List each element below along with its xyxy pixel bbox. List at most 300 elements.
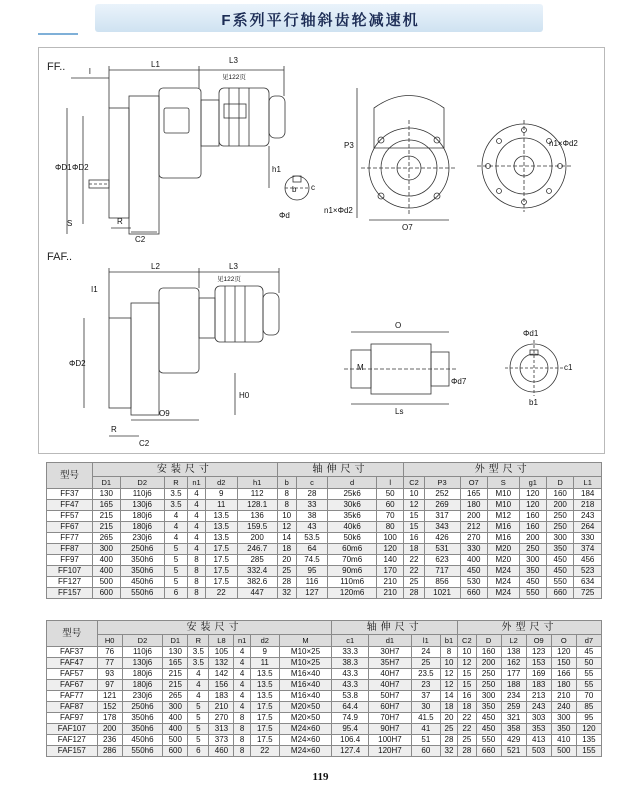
table-cell: 18: [440, 702, 457, 713]
column-header: D: [476, 635, 501, 647]
table-cell: 400: [163, 713, 188, 724]
table-row: [47, 702, 602, 713]
table-cell: 18: [458, 702, 476, 713]
table-cell: 550h6: [122, 746, 163, 757]
table-row: [47, 500, 602, 511]
table-cell: 177: [501, 669, 526, 680]
table-cell: 521: [501, 746, 526, 757]
table-cell: 180j6: [120, 522, 164, 533]
column-header: h1: [237, 477, 277, 489]
model-cell: FAF107: [47, 724, 98, 735]
page-number: 119: [312, 771, 329, 783]
table-cell: 17.5: [250, 702, 279, 713]
table-cell: 350: [519, 566, 546, 577]
table-cell: 24: [411, 647, 440, 658]
table-cell: 450: [476, 724, 501, 735]
table-cell: 12: [458, 658, 476, 669]
table-cell: M16×40: [279, 669, 332, 680]
table-cell: 500: [551, 746, 576, 757]
table-cell: 250: [547, 511, 574, 522]
label-d1: Φd1: [523, 329, 539, 338]
table-cell: 623: [424, 555, 460, 566]
label-see-page: 见122页: [222, 74, 246, 81]
table-row: [47, 691, 602, 702]
table-cell: 8: [188, 577, 206, 588]
table-cell: 160: [519, 522, 546, 533]
model-cell: FAF77: [47, 691, 98, 702]
table-cell: 160: [476, 647, 501, 658]
table-cell: 180: [551, 680, 576, 691]
column-header: d1: [369, 635, 412, 647]
table-cell: 100: [376, 533, 403, 544]
table-row: [47, 577, 602, 588]
table-cell: 4: [234, 702, 250, 713]
table-cell: 60H7: [369, 702, 412, 713]
table-cell: 250: [547, 522, 574, 533]
column-header: C2: [404, 477, 424, 489]
table-cell: 4: [164, 511, 187, 522]
table-cell: 4: [234, 647, 250, 658]
table-cell: 330: [574, 533, 602, 544]
table-cell: 162: [501, 658, 526, 669]
column-header: D2: [120, 477, 164, 489]
table-cell: M10: [487, 500, 519, 511]
table-cell: 660: [547, 588, 574, 599]
table-cell: 120H7: [369, 746, 412, 757]
table-cell: 286: [97, 746, 122, 757]
label-R: R: [117, 217, 123, 226]
column-header: C2: [458, 635, 476, 647]
table-cell: 5: [188, 724, 209, 735]
column-header: D1: [163, 635, 188, 647]
table-cell: 123: [526, 647, 551, 658]
label-b1: b1: [529, 398, 538, 407]
table-cell: 140: [376, 555, 403, 566]
table-cell: 4: [234, 658, 250, 669]
label-Ls: Ls: [395, 407, 404, 416]
table-cell: 3.5: [164, 500, 187, 511]
table-cell: M20: [487, 555, 519, 566]
column-header: g1: [519, 477, 546, 489]
table-cell: 4: [234, 669, 250, 680]
table-cell: 243: [574, 511, 602, 522]
table-cell: 12: [440, 680, 457, 691]
column-header: L2: [501, 635, 526, 647]
table-cell: 74.5: [296, 555, 328, 566]
table-cell: 5: [188, 735, 209, 746]
table-cell: 64: [296, 544, 328, 555]
table-cell: 40H7: [369, 669, 412, 680]
label-O7: O7: [402, 223, 413, 232]
table-cell: 447: [237, 588, 277, 599]
table-cell: 55: [576, 669, 601, 680]
table-cell: 70m6: [328, 555, 377, 566]
table-cell: 55: [576, 680, 601, 691]
table-cell: 450: [547, 566, 574, 577]
table-cell: 660: [476, 746, 501, 757]
table-cell: 300: [93, 544, 120, 555]
table-cell: 180j6: [122, 669, 163, 680]
table-cell: 10: [277, 511, 296, 522]
table-cell: 38.3: [332, 658, 369, 669]
table-cell: 11: [205, 500, 237, 511]
label-b: b: [292, 185, 297, 194]
table-cell: 350h6: [122, 724, 163, 735]
table-cell: 17.5: [250, 735, 279, 746]
table-cell: 105: [209, 647, 234, 658]
column-header: c: [296, 477, 328, 489]
label-h1: h1: [272, 165, 281, 174]
label-O: O: [395, 321, 402, 330]
table-cell: 717: [424, 566, 460, 577]
table-cell: 130j6: [122, 658, 163, 669]
table-cell: 155: [576, 746, 601, 757]
table-cell: 317: [424, 511, 460, 522]
table-cell: 350h6: [120, 566, 164, 577]
ff-shaft-section: [285, 176, 309, 200]
table-cell: 95.4: [332, 724, 369, 735]
table-cell: 15: [458, 680, 476, 691]
column-header: H0: [97, 635, 122, 647]
table-cell: 5: [164, 566, 187, 577]
table-cell: 18: [404, 544, 424, 555]
table-cell: 12: [404, 500, 424, 511]
table-cell: 80: [376, 522, 403, 533]
table-cell: 660: [460, 588, 487, 599]
table-cell: 330: [460, 544, 487, 555]
model-cell: FF67: [47, 522, 93, 533]
table-cell: 170: [376, 566, 403, 577]
table-cell: 25: [458, 735, 476, 746]
faf-dimension-table: [46, 620, 602, 757]
table-cell: 10: [440, 658, 457, 669]
table-row: [47, 555, 602, 566]
label-S: S: [67, 219, 73, 228]
table-cell: M16×40: [279, 680, 332, 691]
table-cell: 32: [277, 588, 296, 599]
label-I1: I1: [91, 285, 98, 294]
table-cell: 138: [501, 647, 526, 658]
column-header: D2: [122, 635, 163, 647]
table-cell: 413: [526, 735, 551, 746]
table-cell: 230j6: [120, 533, 164, 544]
table-cell: 550: [547, 577, 574, 588]
table-cell: 110j6: [122, 647, 163, 658]
group-shaft: 轴伸尺寸: [277, 463, 404, 477]
table-cell: 550: [476, 735, 501, 746]
table-cell: 300: [551, 713, 576, 724]
table-cell: 120: [519, 500, 546, 511]
table-row: [47, 566, 602, 577]
table-cell: 17.5: [205, 566, 237, 577]
table-cell: 13.5: [250, 680, 279, 691]
table-cell: 128.1: [237, 500, 277, 511]
table-cell: 11: [250, 658, 279, 669]
table-cell: 90H7: [369, 724, 412, 735]
table-cell: 28: [277, 577, 296, 588]
table-cell: 13.5: [205, 522, 237, 533]
table-cell: M24×60: [279, 724, 332, 735]
table-cell: 321: [501, 713, 526, 724]
table-cell: 135: [576, 735, 601, 746]
table-cell: 77: [97, 658, 122, 669]
table-cell: 426: [424, 533, 460, 544]
table-cell: 400: [93, 555, 120, 566]
table-cell: 160: [547, 489, 574, 500]
table-cell: 112: [237, 489, 277, 500]
table-cell: 343: [424, 522, 460, 533]
table-cell: 358: [501, 724, 526, 735]
table-cell: 6: [164, 588, 187, 599]
table-cell: 14: [440, 691, 457, 702]
table-cell: 40k6: [328, 522, 377, 533]
column-header: S: [487, 477, 519, 489]
table-cell: 17.5: [250, 713, 279, 724]
table-row: [47, 544, 602, 555]
table-cell: 4: [188, 522, 206, 533]
header-accent-line: [38, 33, 78, 35]
table-cell: 33: [296, 500, 328, 511]
table-cell: 8: [277, 489, 296, 500]
table-cell: M16×40: [279, 691, 332, 702]
table-cell: 95: [296, 566, 328, 577]
table-cell: M24×60: [279, 735, 332, 746]
model-cell: FAF127: [47, 735, 98, 746]
table-cell: 130j6: [120, 500, 164, 511]
table-cell: 97: [97, 680, 122, 691]
table-cell: 634: [574, 577, 602, 588]
table-cell: 183: [209, 691, 234, 702]
table-cell: 456: [574, 555, 602, 566]
table-cell: 270: [209, 713, 234, 724]
table-cell: 8: [188, 555, 206, 566]
table-cell: 16: [404, 533, 424, 544]
faf-shaft-section: [505, 340, 563, 396]
table-cell: 200: [519, 533, 546, 544]
section-faf-title: FAF..: [47, 251, 73, 263]
label-L3-faf: L3: [229, 262, 238, 271]
model-cell: FF47: [47, 500, 93, 511]
table-cell: 4: [188, 669, 209, 680]
label-phi-d: Φd: [279, 211, 290, 220]
ff-dimension-table: [46, 462, 602, 599]
table-cell: 12: [277, 522, 296, 533]
table-cell: 160: [519, 511, 546, 522]
table-cell: 250: [476, 669, 501, 680]
table-row: [47, 489, 602, 500]
table-row: [47, 533, 602, 544]
table-cell: 20: [277, 555, 296, 566]
table-cell: 265: [93, 533, 120, 544]
group-outline: 外型尺寸: [458, 621, 602, 635]
table-cell: 856: [424, 577, 460, 588]
faf-side-view: [84, 268, 279, 436]
table-cell: 240: [551, 702, 576, 713]
table-cell: 250h6: [120, 544, 164, 555]
table-cell: 22: [250, 746, 279, 757]
table-cell: 246.7: [237, 544, 277, 555]
table-cell: 313: [209, 724, 234, 735]
table-cell: 13.5: [205, 533, 237, 544]
table-row: [47, 724, 602, 735]
table-cell: 28: [296, 489, 328, 500]
ff-front-view: [357, 88, 457, 220]
label-H0: H0: [239, 391, 250, 400]
table-cell: 25: [404, 577, 424, 588]
table-cell: 20: [440, 713, 457, 724]
label-n1d2-flange: n1×Φd2: [549, 139, 578, 148]
table-cell: 212: [460, 522, 487, 533]
table-cell: 450: [519, 577, 546, 588]
column-header: L8: [209, 635, 234, 647]
table-cell: 22: [404, 566, 424, 577]
group-shaft: 轴伸尺寸: [332, 621, 458, 635]
table-cell: 200: [97, 724, 122, 735]
table-cell: 43: [296, 522, 328, 533]
table-cell: 200: [547, 500, 574, 511]
table-cell: 142: [209, 669, 234, 680]
table-cell: 213: [526, 691, 551, 702]
table-cell: 450h6: [120, 577, 164, 588]
table-cell: 150: [551, 658, 576, 669]
table-cell: 100H7: [369, 735, 412, 746]
column-header: c1: [332, 635, 369, 647]
table-cell: 17.5: [205, 555, 237, 566]
table-cell: 4: [188, 533, 206, 544]
model-cell: FF107: [47, 566, 93, 577]
table-row: [47, 511, 602, 522]
table-cell: 130: [93, 489, 120, 500]
table-cell: 184: [574, 489, 602, 500]
model-cell: FF77: [47, 533, 93, 544]
table-cell: M24×60: [279, 746, 332, 757]
label-D2: ΦD2: [72, 163, 89, 172]
table-cell: 9: [250, 647, 279, 658]
model-cell: FAF37: [47, 647, 98, 658]
label-L1: L1: [151, 60, 160, 69]
column-header: l1: [411, 635, 440, 647]
table-cell: 353: [526, 724, 551, 735]
table-cell: 127: [296, 588, 328, 599]
model-cell: FF57: [47, 511, 93, 522]
table-cell: 500: [163, 735, 188, 746]
table-cell: 400: [163, 724, 188, 735]
table-cell: 550h6: [120, 588, 164, 599]
column-header: L1: [574, 477, 602, 489]
table-cell: 28: [404, 588, 424, 599]
table-cell: 382.6: [237, 577, 277, 588]
table-cell: 41: [411, 724, 440, 735]
table-cell: M10×25: [279, 658, 332, 669]
table-cell: 45: [576, 647, 601, 658]
table-cell: 50k6: [328, 533, 377, 544]
table-cell: 450: [547, 555, 574, 566]
table-cell: 530: [460, 577, 487, 588]
table-cell: 13.5: [250, 669, 279, 680]
table-row: [47, 658, 602, 669]
column-header: R: [164, 477, 187, 489]
column-header: M: [279, 635, 332, 647]
table-cell: 250h6: [122, 702, 163, 713]
label-n1d2: n1×Φd2: [324, 206, 353, 215]
table-cell: 410: [551, 735, 576, 746]
column-header: b: [277, 477, 296, 489]
table-cell: 22: [404, 555, 424, 566]
table-cell: 169: [526, 669, 551, 680]
model-cell: FAF97: [47, 713, 98, 724]
table-cell: 230j6: [122, 691, 163, 702]
table-cell: 270: [460, 533, 487, 544]
table-cell: 15: [404, 511, 424, 522]
table-cell: 300: [476, 691, 501, 702]
table-cell: 120: [576, 724, 601, 735]
table-cell: 28: [458, 746, 476, 757]
table-cell: 400: [93, 566, 120, 577]
table-cell: 152: [97, 702, 122, 713]
table-cell: 14: [277, 533, 296, 544]
table-cell: 250: [476, 680, 501, 691]
table-cell: 350: [547, 544, 574, 555]
table-cell: 178: [97, 713, 122, 724]
table-cell: 234: [501, 691, 526, 702]
table-cell: 40H7: [369, 680, 412, 691]
column-header: D: [547, 477, 574, 489]
table-row: [47, 588, 602, 599]
section-ff-title: FF..: [47, 61, 66, 73]
table-cell: 210: [551, 691, 576, 702]
table-cell: 374: [574, 544, 602, 555]
table-cell: 1021: [424, 588, 460, 599]
table-cell: 4: [188, 500, 206, 511]
table-cell: 236: [97, 735, 122, 746]
table-cell: 188: [501, 680, 526, 691]
table-cell: 70: [376, 511, 403, 522]
table-cell: 269: [424, 500, 460, 511]
table-cell: 121: [97, 691, 122, 702]
table-cell: 265: [163, 691, 188, 702]
table-cell: 600: [163, 746, 188, 757]
table-cell: 350: [476, 702, 501, 713]
label-see-page-faf: 见122页: [217, 276, 241, 283]
label-D1: ΦD1: [55, 163, 72, 172]
group-outline: 外型尺寸: [404, 463, 602, 477]
table-cell: 30H7: [369, 647, 412, 658]
column-header: R: [188, 635, 209, 647]
table-cell: 70H7: [369, 713, 412, 724]
model-header: 型号: [47, 463, 93, 489]
table-cell: 215: [93, 511, 120, 522]
ff-side-view: [67, 66, 285, 234]
column-header: l: [376, 477, 403, 489]
table-cell: 37: [411, 691, 440, 702]
table-cell: 210: [209, 702, 234, 713]
table-cell: 252: [424, 489, 460, 500]
table-cell: 153: [526, 658, 551, 669]
table-cell: M20×50: [279, 702, 332, 713]
table-cell: 127.4: [332, 746, 369, 757]
table-cell: M20: [487, 544, 519, 555]
table-cell: 17.5: [250, 724, 279, 735]
table-cell: 43.3: [332, 680, 369, 691]
table-cell: 85: [576, 702, 601, 713]
label-D2-faf: ΦD2: [69, 359, 86, 368]
table-cell: 400: [460, 555, 487, 566]
table-cell: 215: [163, 680, 188, 691]
label-c: c: [311, 183, 315, 192]
table-cell: 74.9: [332, 713, 369, 724]
table-cell: 285: [237, 555, 277, 566]
table-cell: 17.5: [205, 544, 237, 555]
